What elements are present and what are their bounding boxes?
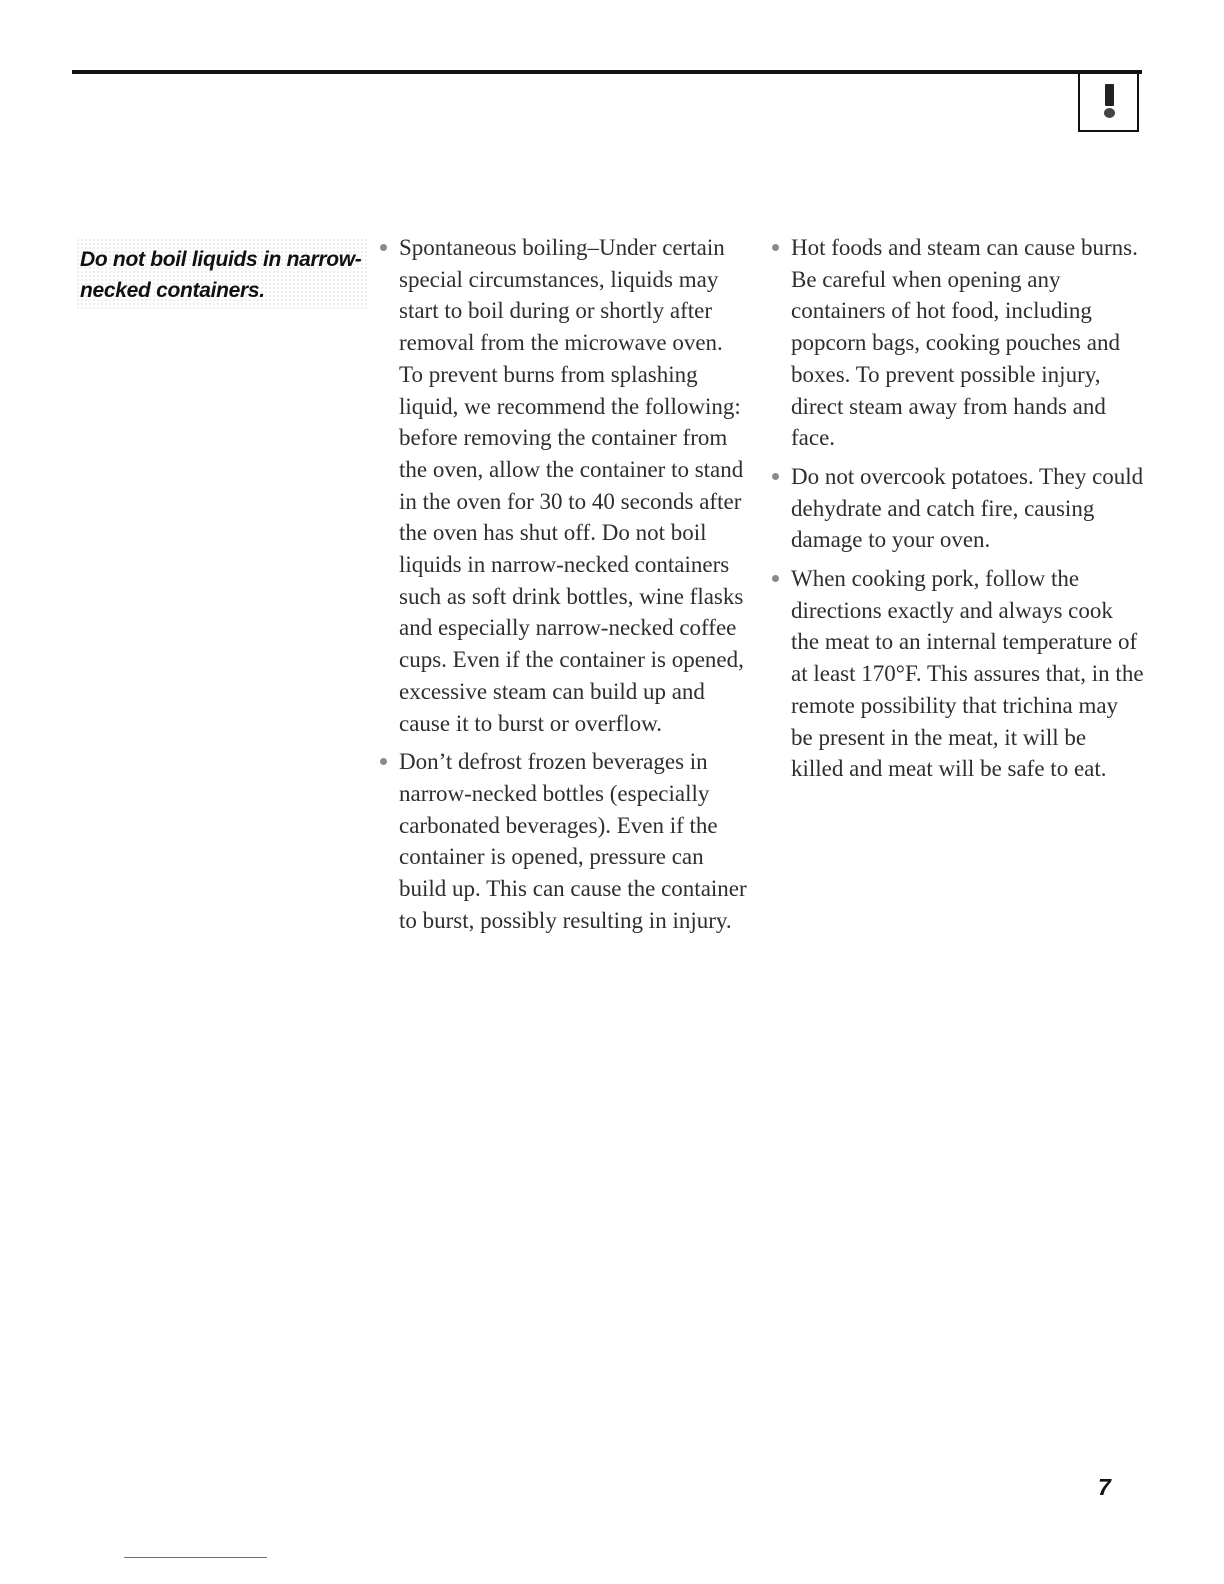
list-item-text: When cooking pork, follow the directions exactly and always cook the meat to an internal temperature of at least 170°F. This assures that, in the remote possibility that trichina may be present in the meat, it will be killed and meat will be safe to eat.: [791, 566, 1144, 782]
content-column-1: [380, 232, 752, 943]
list-item-text: Spontaneous boiling–Under certain special circumstances, liquids may start to boil during or shortly after removal from the microwave oven. To prevent burns from splashing liquid, we recommend the following: before removing the container from the oven, allow the container to stand in the oven for 30 to 40 seconds after the oven has shut off. Do not boil liquids in narrow-necked containers such as soft drink bottles, wine flasks and especially narrow-necked coffee cups. Even if the container is opened, excessive steam can build up and cause it to burst or overflow.: [399, 235, 744, 736]
page-number: 7: [1098, 1474, 1111, 1500]
bullet-icon: [772, 244, 779, 251]
list-item-text: Hot foods and steam can cause burns. Be careful when opening any containers of hot food, including popcorn bags, cooking pouches and boxes. To prevent possible injury, direct steam away from hands and face.: [791, 235, 1138, 451]
bullet-icon: [772, 575, 779, 582]
exclamation-dot: [1104, 108, 1115, 118]
exclamation-bar: [1105, 84, 1114, 106]
content-column-2: [772, 232, 1144, 792]
list-item: [772, 563, 1144, 785]
list-item: [772, 461, 1144, 556]
list-item-text: Do not overcook potatoes. They could dehydrate and catch fire, causing damage to your oven.: [791, 463, 1144, 553]
list-item: [380, 746, 752, 936]
sidebar-heading: Do not boil liquids in narrow-necked containers.: [76, 238, 368, 310]
exclamation-icon: [1078, 72, 1139, 132]
bullet-icon: [772, 473, 779, 480]
bullet-icon: [380, 244, 387, 251]
list-item: [380, 232, 752, 739]
bullet-icon: [380, 758, 387, 765]
footer-line: [124, 1557, 267, 1558]
list-item: [772, 232, 1144, 454]
header-rule: [72, 70, 1142, 74]
list-item-text: Don’t defrost frozen beverages in narrow-necked bottles (especially carbonated beverages). Even if the container is opened, pressure can build up. This can cause the container to burst, possibly resulting in injury.: [399, 749, 747, 933]
